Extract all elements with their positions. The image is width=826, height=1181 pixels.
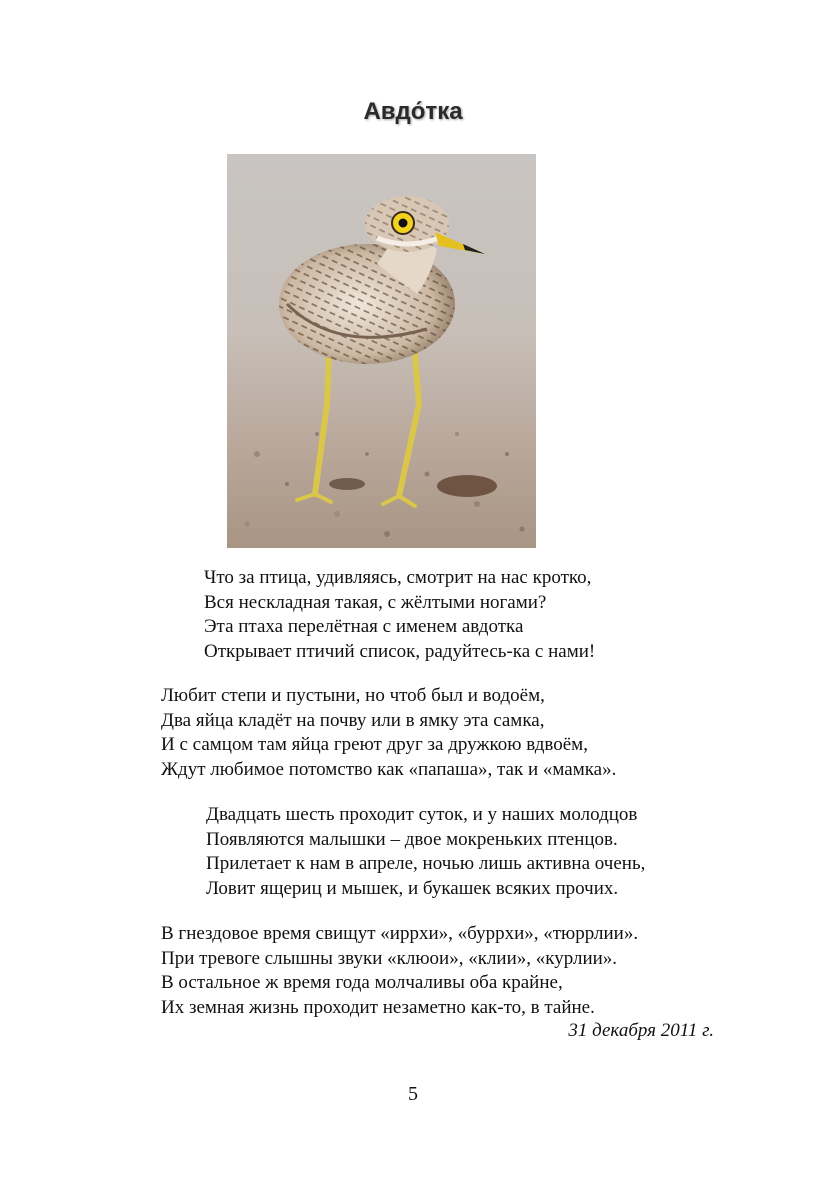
poem-line: Их земная жизнь проходит незаметно как-то, в тайне. xyxy=(161,996,595,1018)
poem-line: Двадцать шесть проходит суток, и у наших молодцов xyxy=(206,804,638,825)
stanza-4 xyxy=(161,922,638,1020)
stanza-3 xyxy=(206,803,645,901)
poem-line: Прилетает к нам в апреле, ночью лишь активна очень, xyxy=(206,853,646,874)
poem-line: Эта птаха перелётная с именем авдотка xyxy=(204,616,524,637)
stanza-1 xyxy=(204,566,595,664)
poem-line: Что за птица, удивляясь, смотрит на нас кротко, xyxy=(204,567,592,588)
poem-line: Ждут любимое потомство как «папаша», так и «мамка». xyxy=(161,758,617,780)
poem-line: Два яйца кладёт на почву или в ямку эта самка, xyxy=(161,709,545,731)
page-title: Авдо́тка xyxy=(363,98,463,125)
stone-curlew-illustration xyxy=(227,154,536,548)
bird-photo xyxy=(227,154,536,548)
poem-line: Вся нескладная такая, с жёлтыми ногами? xyxy=(204,591,547,613)
poem-line: Ловит ящериц и мышек, и букашек всяких прочих. xyxy=(206,877,619,899)
poem-line: В остальное ж время года молчаливы оба крайне, xyxy=(161,972,563,993)
poem-line: При тревоге слышны звуки «клюои», «клии», «курлии». xyxy=(161,947,618,969)
stanza-2 xyxy=(161,684,616,782)
page-number: 5 xyxy=(408,1083,418,1105)
poem-date: 31 декабря 2011 г. xyxy=(568,1020,714,1041)
poem-line: И с самцом там яйца греют друг за дружкою вдвоём, xyxy=(161,734,588,755)
poem-line: Открывает птичий список, радуйтесь-ка с нами! xyxy=(204,640,596,662)
poem-line: В гнездовое время свищут «иррхи», «буррхи», «тюррлии». xyxy=(161,923,639,944)
poem-line: Любит степи и пустыни, но чтоб был и водоём, xyxy=(161,685,545,706)
poem-line: Появляются малышки – двое мокреньких птенцов. xyxy=(206,828,618,850)
